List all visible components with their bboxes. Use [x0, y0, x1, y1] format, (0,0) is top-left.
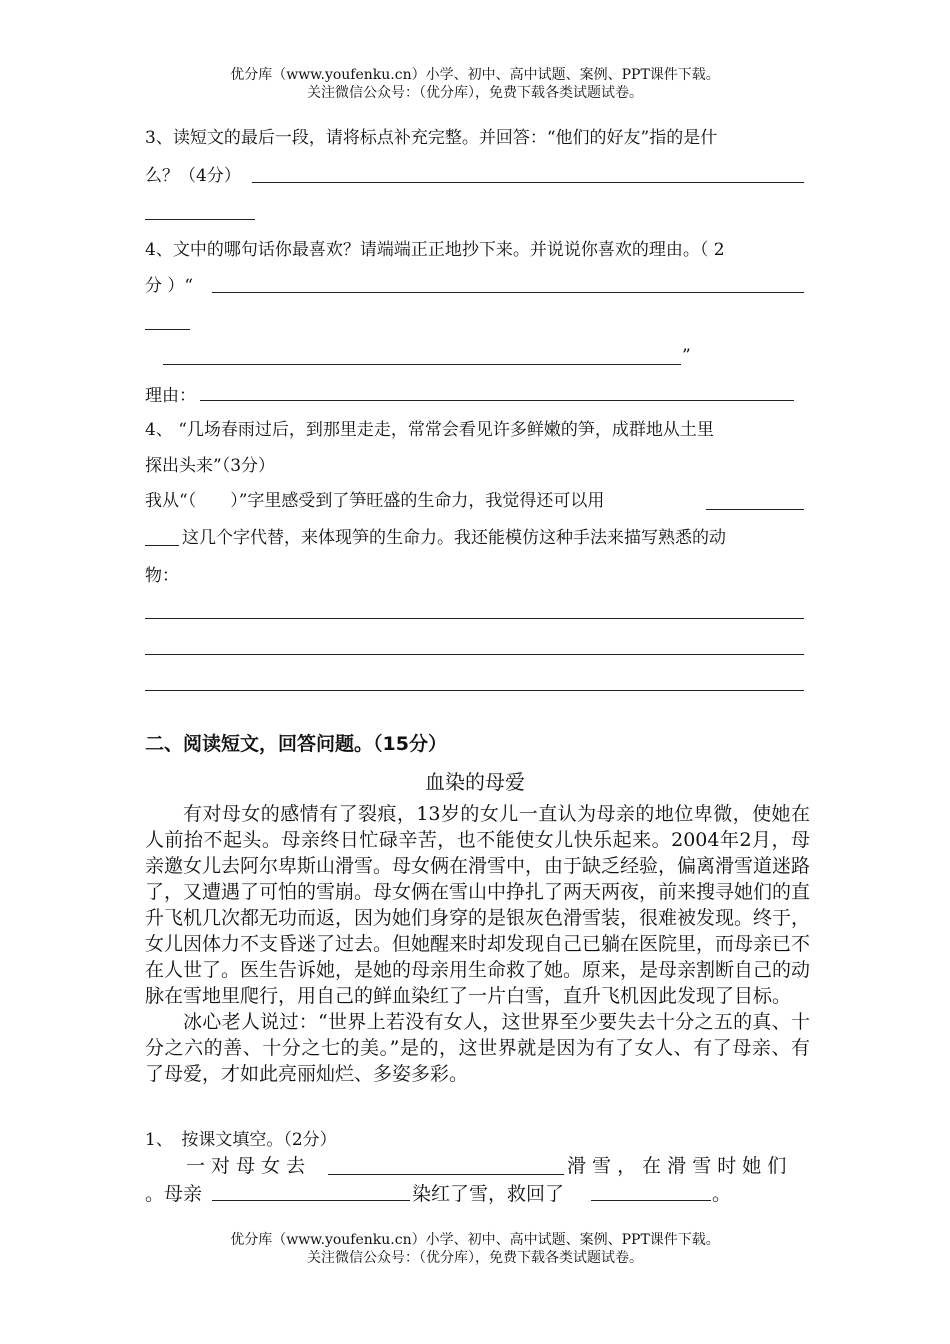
- q4a-reason-line[interactable]: [200, 400, 794, 401]
- q4b-blank-line-cont[interactable]: [145, 545, 179, 546]
- q4b-line4: 这几个字代替，来体现笋的生命力。我还能模仿这种手法来描写熟悉的动: [182, 528, 726, 548]
- fill-blank-3[interactable]: [591, 1200, 711, 1201]
- q4b-blank-line[interactable]: [706, 509, 804, 510]
- q3-line1: 3、读短文的最后一段，请将标点补充完整。并回答：“他们的好友”指的是什: [145, 128, 718, 148]
- fill-blank-1[interactable]: [328, 1174, 564, 1175]
- q4b-line5: 物：: [145, 566, 179, 586]
- fill-text-a: 一 对 母 女 去: [186, 1155, 306, 1177]
- q4b-answer-line-3[interactable]: [145, 690, 804, 691]
- fill-text-c: 。母亲: [145, 1183, 203, 1205]
- q4b-line1: 4、 “几场春雨过后，到那里走走，常常会看见许多鲜嫩的笋，成群地从土里: [145, 420, 714, 440]
- q4a-quote-line[interactable]: [212, 292, 804, 293]
- story-body: [145, 801, 810, 1087]
- page-footer-line2: 关注微信公众号：（优分库），免费下载各类试题试卷。: [307, 1250, 643, 1266]
- q4a-line2-prefix: 分 ）“: [145, 276, 194, 296]
- section2-heading: 二、阅读短文，回答问题。（15分）: [145, 733, 447, 755]
- s2-q1-label: 1、 按课文填空。（2分）: [145, 1130, 337, 1150]
- q4b-line2: 探出头来”（3分）: [145, 456, 276, 476]
- q4a-reason-label: 理由：: [145, 386, 196, 406]
- q4b-answer-line-2[interactable]: [145, 654, 804, 655]
- q3-answer-line-cont[interactable]: [145, 219, 255, 220]
- q4b-line3: 我从“（ ）”字里感受到了笋旺盛的生命力，我觉得还可以用: [145, 491, 605, 511]
- q4a-close-quote: ”: [682, 346, 691, 366]
- q3-line2: 么？（4分）: [145, 166, 241, 186]
- page-header-line1: 优分库（www.youfenku.cn）小学、初中、高中试题、案例、PPT课件下载。: [230, 67, 720, 83]
- page-header-line2: 关注微信公众号：（优分库），免费下载各类试题试卷。: [307, 85, 643, 101]
- story-paragraph-2: 冰心老人说过：“世界上若没有女人，这世界至少要失去十分之五的真、十分之六的善、十分之七的美。”是的，这世界就是因为有了女人、有了母亲、有了母爱，才如此亮丽灿烂、多姿多彩。: [145, 1011, 810, 1085]
- q3-answer-line[interactable]: [252, 182, 804, 183]
- page-footer-line1: 优分库（www.youfenku.cn）小学、初中、高中试题、案例、PPT课件下载。: [230, 1232, 720, 1248]
- q4a-quote-line-cont[interactable]: [145, 329, 190, 330]
- story-paragraph-1: 有对母女的感情有了裂痕，13岁的女儿一直认为母亲的地位卑微，使她在人前抬不起头。母亲终日忙碌辛苦，也不能使女儿快乐起来。2004年2月，母亲邀女儿去阿尔卑斯山滑雪。母女俩在滑雪中，由于缺乏经验，偏离滑雪道迷路了，又遭遇了可怕的雪崩。母女俩在雪山中挣扎了两天两夜，前来搜寻她们的直升飞机几次都无功而返，因为她们身穿的是银灰色滑雪装，很难被发现。终于，女儿因体力不支昏迷了过去。但她醒来时却发现自己已躺在医院里，而母亲已不在人世了。医生告诉她，是她的母亲用生命救了她。原来，是母亲割断自己的动脉在雪地里爬行，用自己的鲜血染红了一片白雪，直升飞机因此发现了目标。: [145, 803, 811, 1007]
- fill-blank-2[interactable]: [212, 1200, 410, 1201]
- q4a-quote-line-2[interactable]: [163, 364, 681, 365]
- fill-text-b: 滑 雪 ， 在 滑 雪 时 她 们: [567, 1155, 787, 1177]
- fill-text-e: 。: [712, 1183, 732, 1205]
- fill-text-d: 染红了雪，救回了: [412, 1183, 565, 1205]
- q4a-line1: 4、文中的哪句话你最喜欢？请端端正正地抄下来。并说说你喜欢的理由。（ 2: [145, 240, 725, 260]
- q4b-answer-line-1[interactable]: [145, 618, 804, 619]
- story-title: 血染的母爱: [425, 770, 525, 794]
